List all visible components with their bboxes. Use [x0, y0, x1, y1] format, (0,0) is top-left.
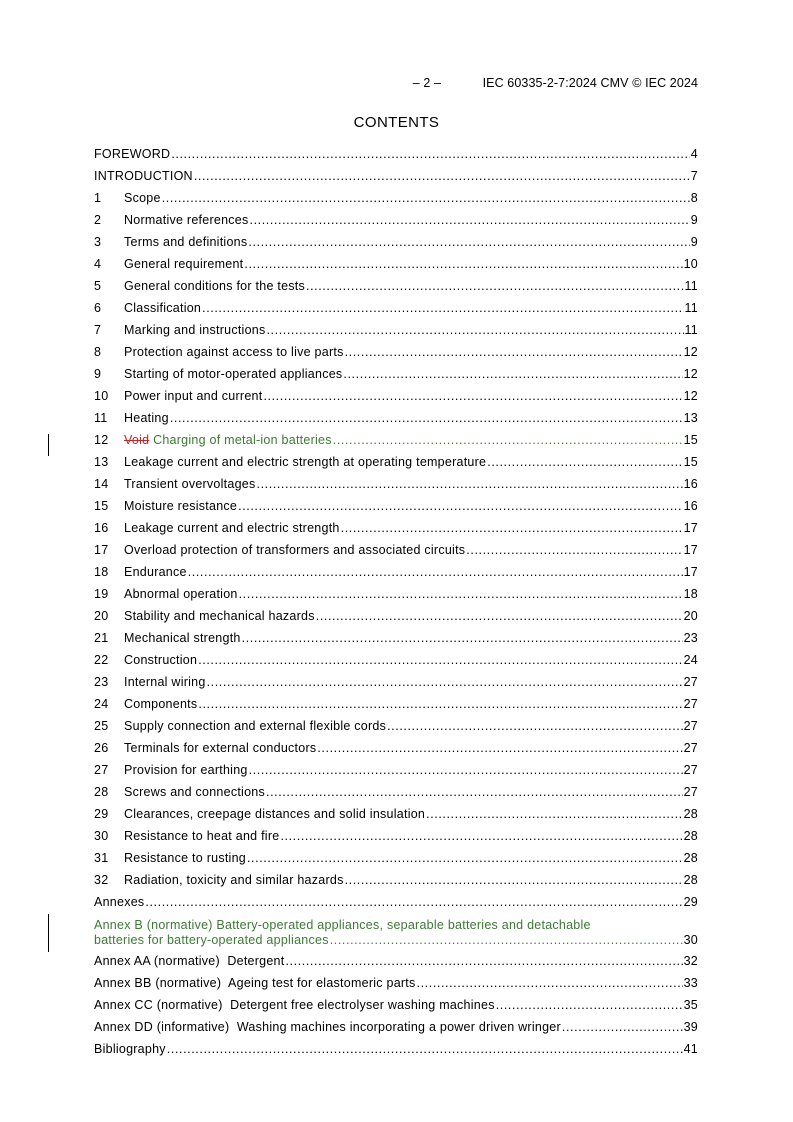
toc-entry-page: 29 [683, 895, 698, 909]
toc-entry-number: 18 [94, 565, 109, 579]
toc-entry-title: Classification [124, 301, 202, 315]
toc-entry-title: Mechanical strength [124, 631, 241, 645]
toc-entry-bibliography[interactable] [94, 1041, 698, 1063]
toc-entry-clause-16[interactable] [94, 520, 698, 542]
toc-entry-number: 15 [94, 499, 109, 513]
page-header [94, 76, 698, 90]
document-reference: IEC 60335-2-7:2024 CMV © IEC 2024 [482, 76, 698, 90]
toc-entry-page: 11 [684, 279, 698, 293]
toc-entry-page: 27 [683, 785, 698, 799]
toc-entry-number: 6 [94, 301, 102, 315]
toc-entry-page: 11 [684, 301, 698, 315]
toc-entry-number: 7 [94, 323, 102, 337]
deleted-text: Void [124, 433, 150, 447]
toc-entry-number: 12 [94, 433, 109, 447]
toc-entry-page: 15 [683, 455, 698, 469]
toc-entry-page: 13 [683, 411, 698, 425]
toc-entry-clause-18[interactable] [94, 564, 698, 586]
leader-dots [487, 455, 682, 470]
toc-entry-title-line2: batteries for battery-operated appliances [94, 933, 329, 947]
toc-entry-title-line1: Annex B (normative) Battery-operated appliances, separable batteries and detachable [94, 918, 591, 932]
leader-dots [426, 807, 682, 822]
toc-entry-number: 13 [94, 455, 109, 469]
leader-dots [345, 345, 683, 360]
toc-entry-clause-12[interactable] [94, 432, 698, 454]
toc-entry-introduction[interactable] [94, 168, 698, 190]
toc-entry-title: Moisture resistance [124, 499, 238, 513]
toc-entry-clause-17[interactable] [94, 542, 698, 564]
toc-entry-number: 22 [94, 653, 109, 667]
toc-entry-title: Marking and instructions [124, 323, 266, 337]
toc-entry-page: 18 [683, 587, 698, 601]
leader-dots [238, 499, 682, 514]
leader-dots [345, 873, 683, 888]
change-bar [48, 914, 49, 952]
leader-dots [333, 433, 683, 448]
toc-entry-page: 39 [683, 1020, 698, 1034]
toc-entry-title: Annex AA (normative) Detergent [94, 954, 285, 968]
toc-entry-title: Annex CC (normative) Detergent free electrolyser washing machines [94, 998, 495, 1012]
toc-entry-number: 2 [94, 213, 102, 227]
toc-entry-clause-24[interactable] [94, 696, 698, 718]
toc-entry-page: 35 [683, 998, 698, 1012]
toc-entry-clause-23[interactable] [94, 674, 698, 696]
leader-dots [263, 389, 682, 404]
toc-entry-page: 10 [683, 257, 698, 271]
toc-entry-title: Heating [124, 411, 169, 425]
toc-entry-page: 12 [683, 389, 698, 403]
toc-entry-title: Provision for earthing [124, 763, 248, 777]
toc-entry-annexes[interactable] [94, 894, 698, 916]
toc-entry-title: Annex DD (informative) Washing machines incorporating a power driven wringer [94, 1020, 561, 1034]
toc-entry-clause-14[interactable] [94, 476, 698, 498]
toc-entry-clause-1[interactable] [94, 190, 698, 212]
toc-entry-annex-bb[interactable] [94, 975, 698, 997]
toc-entry-page: 27 [683, 719, 698, 733]
toc-entry-number: 20 [94, 609, 109, 623]
toc-entry-page: 28 [683, 873, 698, 887]
toc-entry-clause-8[interactable] [94, 344, 698, 366]
toc-entry-page: 24 [683, 653, 698, 667]
toc-entry-page: 28 [683, 829, 698, 843]
toc-entry-clause-28[interactable] [94, 784, 698, 806]
toc-entry-title: Power input and current [124, 389, 263, 403]
toc-entry-page: 41 [683, 1042, 698, 1056]
leader-dots [170, 411, 683, 426]
toc-entry-page: 12 [683, 345, 698, 359]
toc-entry-page: 27 [683, 675, 698, 689]
toc-entry-title: INTRODUCTION [94, 169, 193, 183]
toc-entry-number: 3 [94, 235, 102, 249]
leader-dots [330, 933, 683, 948]
toc-entry-title: Annexes [94, 895, 145, 909]
toc-entry-title: Normative references [124, 213, 249, 227]
toc-entry-title: Stability and mechanical hazards [124, 609, 315, 623]
toc-entry-number: 21 [94, 631, 109, 645]
toc-entry-title: Terminals for external conductors [124, 741, 317, 755]
leader-dots [257, 477, 683, 492]
toc-entry-number: 8 [94, 345, 102, 359]
toc-entry-page: 9 [690, 235, 698, 249]
leader-dots [496, 998, 683, 1013]
toc-entry-number: 26 [94, 741, 109, 755]
toc-entry-page: 28 [683, 851, 698, 865]
leader-dots [248, 235, 689, 250]
toc-entry-number: 25 [94, 719, 109, 733]
toc-entry-title: Construction [124, 653, 198, 667]
toc-entry-title: Overload protection of transformers and associated circuits [124, 543, 466, 557]
leader-dots [249, 763, 683, 778]
toc-entry-clause-9[interactable] [94, 366, 698, 388]
leader-dots [242, 631, 683, 646]
leader-dots [207, 675, 683, 690]
toc-entry-page: 17 [683, 521, 698, 535]
toc-entry-title: Clearances, creepage distances and solid insulation [124, 807, 426, 821]
toc-entry-title: Starting of motor-operated appliances [124, 367, 343, 381]
toc-entry-annex-b[interactable] [94, 916, 698, 953]
page-number: – 2 – [412, 76, 442, 90]
toc-entry-number: 28 [94, 785, 109, 799]
toc-entry-page: 17 [683, 543, 698, 557]
toc-entry-page: 12 [683, 367, 698, 381]
toc-entry-title: Screws and connections [124, 785, 265, 799]
page-title: CONTENTS [353, 114, 440, 131]
toc-entry-clause-27[interactable] [94, 762, 698, 784]
toc-entry-title: Radiation, toxicity and similar hazards [124, 873, 344, 887]
toc-entry-title: Leakage current and electric strength [124, 521, 340, 535]
toc-entry-page: 20 [683, 609, 698, 623]
toc-entry-number: 17 [94, 543, 109, 557]
toc-entry-number: 10 [94, 389, 109, 403]
toc-entry-annex-aa[interactable] [94, 953, 698, 975]
toc-entry-clause-29[interactable] [94, 806, 698, 828]
leader-dots [341, 521, 683, 536]
toc-entry-page: 7 [690, 169, 698, 183]
toc-entry-page: 16 [683, 477, 698, 491]
leader-dots [343, 367, 682, 382]
table-of-contents [94, 146, 698, 1063]
leader-dots [171, 147, 689, 162]
toc-entry-clause-20[interactable] [94, 608, 698, 630]
leader-dots [198, 653, 682, 668]
leader-dots [266, 785, 683, 800]
leader-dots [562, 1020, 683, 1035]
toc-entry-title: FOREWORD [94, 147, 171, 161]
toc-entry-annex-dd[interactable] [94, 1019, 698, 1041]
toc-entry-clause-26[interactable] [94, 740, 698, 762]
toc-entry-clause-2[interactable] [94, 212, 698, 234]
toc-entry-foreword[interactable] [94, 146, 698, 168]
toc-entry-title: Leakage current and electric strength at operating temperature [124, 455, 487, 469]
toc-entry-number: 32 [94, 873, 109, 887]
leader-dots [162, 191, 690, 206]
toc-entry-number: 16 [94, 521, 109, 535]
leader-dots [250, 213, 690, 228]
toc-entry-clause-19[interactable] [94, 586, 698, 608]
toc-entry-number: 9 [94, 367, 102, 381]
toc-entry-clause-4[interactable] [94, 256, 698, 278]
toc-entry-annex-cc[interactable] [94, 997, 698, 1019]
leader-dots [316, 609, 683, 624]
leader-dots [387, 719, 682, 734]
toc-entry-title: Scope [124, 191, 161, 205]
toc-entry-page: 23 [683, 631, 698, 645]
toc-entry-page: 27 [683, 741, 698, 755]
toc-entry-number: 24 [94, 697, 109, 711]
toc-entry-page: 17 [683, 565, 698, 579]
leader-dots [266, 323, 683, 338]
toc-entry-clause-21[interactable] [94, 630, 698, 652]
toc-entry-clause-6[interactable] [94, 300, 698, 322]
leader-dots [145, 895, 682, 910]
change-bar [48, 434, 49, 456]
toc-entry-page: 27 [683, 697, 698, 711]
leader-dots [285, 954, 682, 969]
toc-entry-number: 23 [94, 675, 109, 689]
leader-dots [194, 169, 690, 184]
toc-entry-page: 11 [684, 323, 698, 337]
toc-entry-title: Supply connection and external flexible cords [124, 719, 387, 733]
toc-entry-clause-30[interactable] [94, 828, 698, 850]
toc-entry-clause-15[interactable] [94, 498, 698, 520]
toc-entry-page: 9 [690, 213, 698, 227]
leader-dots [202, 301, 683, 316]
toc-entry-number: 30 [94, 829, 109, 843]
toc-entry-page: 33 [683, 976, 698, 990]
toc-entry-page: 28 [683, 807, 698, 821]
toc-entry-title: General requirement [124, 257, 244, 271]
toc-entry-page: 15 [683, 433, 698, 447]
toc-entry-title: Resistance to heat and fire [124, 829, 280, 843]
leader-dots [317, 741, 682, 756]
leader-dots [280, 829, 682, 844]
toc-entry-clause-22[interactable] [94, 652, 698, 674]
toc-entry-title: Endurance [124, 565, 187, 579]
leader-dots [188, 565, 683, 580]
toc-entry-title: Resistance to rusting [124, 851, 246, 865]
toc-entry-number: 14 [94, 477, 109, 491]
toc-entry-number: 1 [94, 191, 102, 205]
toc-entry-page: 8 [690, 191, 698, 205]
toc-entry-clause-32[interactable] [94, 872, 698, 894]
leader-dots [417, 976, 683, 991]
toc-entry-number: 5 [94, 279, 102, 293]
toc-entry-clause-31[interactable] [94, 850, 698, 872]
toc-entry-page: 32 [683, 954, 698, 968]
toc-entry-clause-13[interactable] [94, 454, 698, 476]
toc-entry-number: 29 [94, 807, 109, 821]
toc-entry-clause-5[interactable] [94, 278, 698, 300]
toc-entry-clause-10[interactable] [94, 388, 698, 410]
toc-entry-number: 4 [94, 257, 102, 271]
leader-dots [466, 543, 682, 558]
leader-dots [306, 279, 684, 294]
leader-dots [247, 851, 683, 866]
inserted-text: Charging of metal-ion batteries [153, 433, 332, 447]
toc-entry-number: 27 [94, 763, 109, 777]
toc-entry-clause-25[interactable] [94, 718, 698, 740]
toc-entry-number: 19 [94, 587, 109, 601]
toc-entry-title: Bibliography [94, 1042, 166, 1056]
toc-entry-title [124, 433, 332, 448]
toc-entry-title: Annex BB (normative) Ageing test for elastomeric parts [94, 976, 416, 990]
leader-dots [167, 1042, 683, 1057]
toc-entry-number: 11 [94, 411, 108, 425]
toc-entry-title: Internal wiring [124, 675, 206, 689]
leader-dots [198, 697, 682, 712]
toc-entry-clause-11[interactable] [94, 410, 698, 432]
toc-entry-title: Transient overvoltages [124, 477, 256, 491]
toc-entry-title: Abnormal operation [124, 587, 238, 601]
toc-entry-clause-3[interactable] [94, 234, 698, 256]
toc-entry-title: General conditions for the tests [124, 279, 306, 293]
leader-dots [244, 257, 682, 272]
toc-entry-page: 16 [683, 499, 698, 513]
toc-entry-title: Components [124, 697, 198, 711]
toc-entry-page: 27 [683, 763, 698, 777]
toc-entry-page: 30 [683, 933, 698, 947]
toc-entry-number: 31 [94, 851, 109, 865]
toc-entry-title: Protection against access to live parts [124, 345, 344, 359]
leader-dots [239, 587, 683, 602]
toc-entry-title: Terms and definitions [124, 235, 248, 249]
toc-entry-page: 4 [690, 147, 698, 161]
toc-entry-clause-7[interactable] [94, 322, 698, 344]
